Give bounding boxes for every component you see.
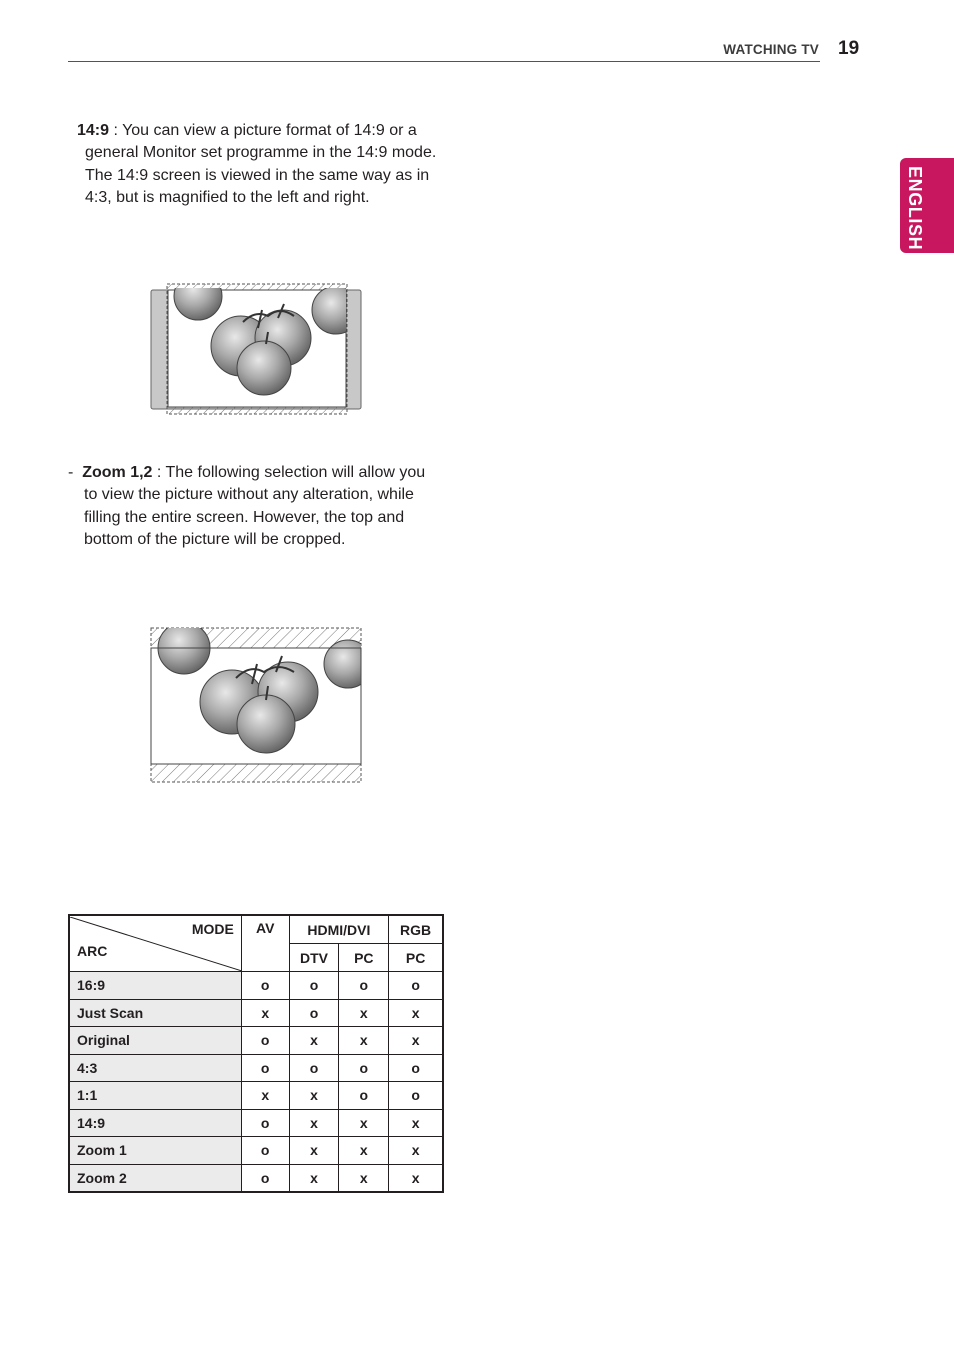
cell-pc: x [339,1164,389,1192]
cell-dtv: o [289,972,339,1000]
cell-dtv: x [289,1109,339,1137]
page-number: 19 [838,38,860,59]
cell-rgb: x [389,999,443,1027]
text-line: general Monitor set programme in the 14:9 mode. [85,144,437,162]
cell-av: x [241,999,289,1027]
row-label: 4:3 [69,1054,241,1082]
cell-av: o [241,1137,289,1165]
language-tab-label: ENGLISH [905,166,925,251]
cell-rgb: o [389,972,443,1000]
text-line: The 14:9 screen is viewed in the same way as in [85,166,430,184]
table-row [69,1027,443,1055]
row-label: 16:9 [69,972,241,1000]
table-row [69,999,443,1027]
cell-rgb: x [389,1027,443,1055]
arc-mode-table [68,914,444,1193]
cell-dtv: x [289,1137,339,1165]
row-label: Zoom 1 [69,1137,241,1165]
row-label: Zoom 2 [69,1164,241,1192]
cell-av: o [241,1027,289,1055]
row-label: Original [69,1027,241,1055]
header-section-title: WATCHING TV [723,42,819,57]
table-row [69,1137,443,1165]
illustration-zoom-screen [148,626,364,786]
text-line: 4:3, but is magnified to the left and right. [85,188,370,206]
table-row [69,1054,443,1082]
cell-pc: o [339,1082,389,1110]
cell-rgb: x [389,1164,443,1192]
table-row [69,972,443,1000]
cell-dtv: o [289,1054,339,1082]
col-header-rgb: RGB [389,915,443,944]
col-header-hdmi-dvi: HDMI/DVI [289,915,389,944]
description-14-9 [77,120,457,209]
term-zoom: Zoom 1,2 [82,464,153,481]
cell-pc: x [339,999,389,1027]
corner-mode-label: MODE [191,920,234,937]
row-label: Just Scan [69,999,241,1027]
corner-arc-label: ARC [77,942,108,959]
language-tab [900,158,954,253]
text-line: bottom of the picture will be cropped. [84,530,346,548]
cell-av: o [241,1164,289,1192]
subheader-rgb-pc: PC [389,944,443,972]
cell-pc: x [339,1027,389,1055]
table-row [69,1109,443,1137]
illustration-14-9-screen [148,282,364,416]
cell-dtv: o [289,999,339,1027]
cell-av: x [241,1082,289,1110]
cell-av: o [241,1109,289,1137]
description-zoom [68,462,458,551]
text-line: : The following selection will allow you [152,464,426,481]
text-line: to view the picture without any alteration, while [84,486,414,504]
subheader-dtv: DTV [289,944,339,972]
col-header-av: AV [241,915,289,972]
table-corner-cell [69,915,241,972]
cell-rgb: x [389,1137,443,1165]
row-label: 1:1 [69,1082,241,1110]
cell-dtv: x [289,1164,339,1192]
cell-pc: o [339,1054,389,1082]
header-rule [68,61,820,62]
cell-rgb: o [389,1082,443,1110]
bullet: - [68,464,74,481]
text-line: : You can view a picture format of 14:9 or a [109,122,417,139]
cell-pc: x [339,1109,389,1137]
cell-dtv: x [289,1027,339,1055]
cell-pc: o [339,972,389,1000]
cell-pc: x [339,1137,389,1165]
text-line: filling the entire screen. However, the top and [84,508,405,526]
cell-rgb: o [389,1054,443,1082]
row-label: 14:9 [69,1109,241,1137]
subheader-pc: PC [339,944,389,972]
cell-dtv: x [289,1082,339,1110]
cell-av: o [241,972,289,1000]
table-row [69,1082,443,1110]
table-row [69,1164,443,1192]
term-14-9: 14:9 [77,122,110,139]
cell-rgb: x [389,1109,443,1137]
cell-av: o [241,1054,289,1082]
